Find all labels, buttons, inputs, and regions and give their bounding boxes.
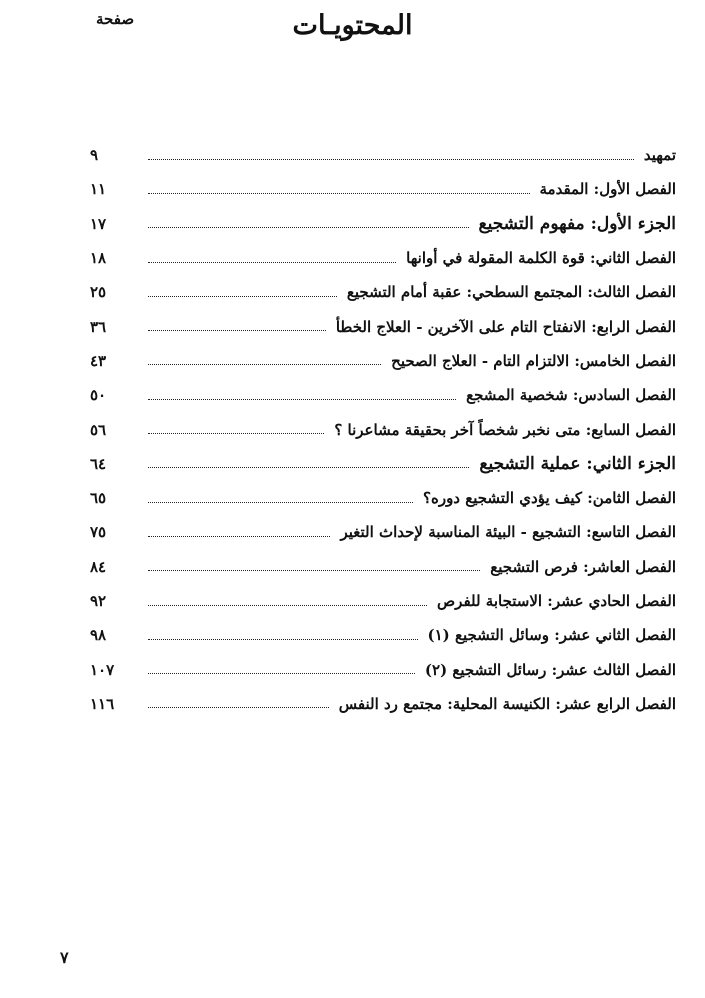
toc-entry-title: الفصل السابع: متى نخبر شخصاً آخر بحقيقة مشاعرنا ؟: [334, 420, 676, 439]
toc-entry-title: الفصل الثامن: كيف يؤدي التشجيع دوره؟: [423, 489, 676, 508]
toc-entry-page: ١٠٧: [90, 660, 115, 679]
toc-row-part: [90, 447, 676, 481]
toc-entry-title: الفصل الثالث: المجتمع السطحي: عقبة أمام التشجيع: [346, 283, 676, 302]
dot-leader: [148, 159, 634, 160]
toc-row: [90, 378, 676, 412]
toc-row: [90, 241, 676, 275]
toc-entry-title: الفصل الثاني عشر: وسائل التشجيع (١): [427, 626, 676, 645]
toc-entry-page: ٩٨: [90, 626, 107, 645]
toc-entry-title: الفصل الرابع عشر: الكنيسة المحلية: مجتمع رد النفس: [338, 694, 676, 713]
table-of-contents: [90, 138, 676, 721]
toc-entry-page: ١١: [90, 180, 107, 199]
dot-leader: [148, 536, 330, 537]
toc-entry-page: ٧٥: [90, 523, 107, 542]
toc-row: [90, 550, 676, 584]
dot-leader: [148, 502, 413, 503]
toc-row: [90, 687, 676, 721]
toc-entry-page: ٩: [90, 146, 99, 165]
toc-row: [90, 172, 676, 206]
toc-entry-title: الفصل الأول: المقدمة: [539, 180, 676, 199]
toc-entry-page: ١٧: [90, 214, 107, 233]
toc-entry-page: ٥٦: [90, 420, 107, 439]
dot-leader: [148, 570, 480, 571]
toc-row: [90, 309, 676, 343]
toc-entry-title: الفصل السادس: شخصية المشجع: [466, 386, 676, 405]
toc-row: [90, 412, 676, 446]
toc-entry-title: تمهيد: [643, 146, 676, 165]
toc-row: [90, 275, 676, 309]
page-title: المحتويـات: [292, 10, 413, 41]
toc-entry-page: ٥٠: [90, 386, 107, 405]
toc-entry-page: ١١٦: [90, 694, 115, 713]
toc-entry-page: ١٨: [90, 249, 107, 268]
dot-leader: [148, 399, 456, 400]
toc-entry-title: الفصل الرابع: الانفتاح التام على الآخرين - العلاج الخطأ: [335, 317, 676, 336]
dot-leader: [148, 227, 469, 228]
toc-entry-title: الجزء الثاني: عملية التشجيع: [479, 453, 676, 474]
toc-row: [90, 618, 676, 652]
dot-leader: [148, 605, 427, 606]
toc-entry-title: الفصل الخامس: الالتزام التام - العلاج الصحيح: [391, 351, 676, 370]
toc-row-part: [90, 207, 676, 241]
dot-leader: [148, 330, 326, 331]
toc-entry-title: الجزء الأول: مفهوم التشجيع: [478, 213, 676, 234]
dot-leader: [148, 467, 469, 468]
toc-entry-title: الفصل التاسع: التشجيع - البيئة المناسبة لإحداث التغير: [340, 523, 676, 542]
toc-entry-title: الفصل الثاني: قوة الكلمة المقولة في أوانها: [406, 249, 676, 268]
dot-leader: [148, 673, 415, 674]
toc-entry-page: ٣٦: [90, 317, 107, 336]
dot-leader: [148, 707, 329, 708]
toc-row: [90, 584, 676, 618]
toc-row: [90, 138, 676, 172]
dot-leader: [148, 193, 530, 194]
toc-entry-page: ٨٤: [90, 557, 107, 576]
dot-leader: [148, 262, 396, 263]
toc-entry-page: ٩٢: [90, 592, 107, 610]
toc-entry-page: ٦٤: [90, 454, 107, 473]
toc-entry-page: ٦٥: [90, 489, 107, 508]
toc-entry-page: ٤٣: [90, 351, 107, 370]
toc-entry-page: ٢٥: [90, 283, 107, 302]
toc-row: [90, 515, 676, 549]
page-number: ٧: [60, 948, 69, 967]
toc-row: [90, 344, 676, 378]
toc-entry-title: الفصل الحادي عشر: الاستجابة للفرص: [437, 592, 676, 610]
toc-row: [90, 481, 676, 515]
toc-entry-title: الفصل العاشر: فرص التشجيع: [490, 557, 676, 576]
page-column-label: صفحة: [96, 10, 135, 28]
dot-leader: [148, 364, 381, 365]
dot-leader: [148, 639, 418, 640]
toc-row: [90, 652, 676, 686]
toc-entry-title: الفصل الثالث عشر: رسائل التشجيع (٢): [424, 660, 676, 679]
dot-leader: [148, 433, 324, 434]
dot-leader: [148, 296, 337, 297]
